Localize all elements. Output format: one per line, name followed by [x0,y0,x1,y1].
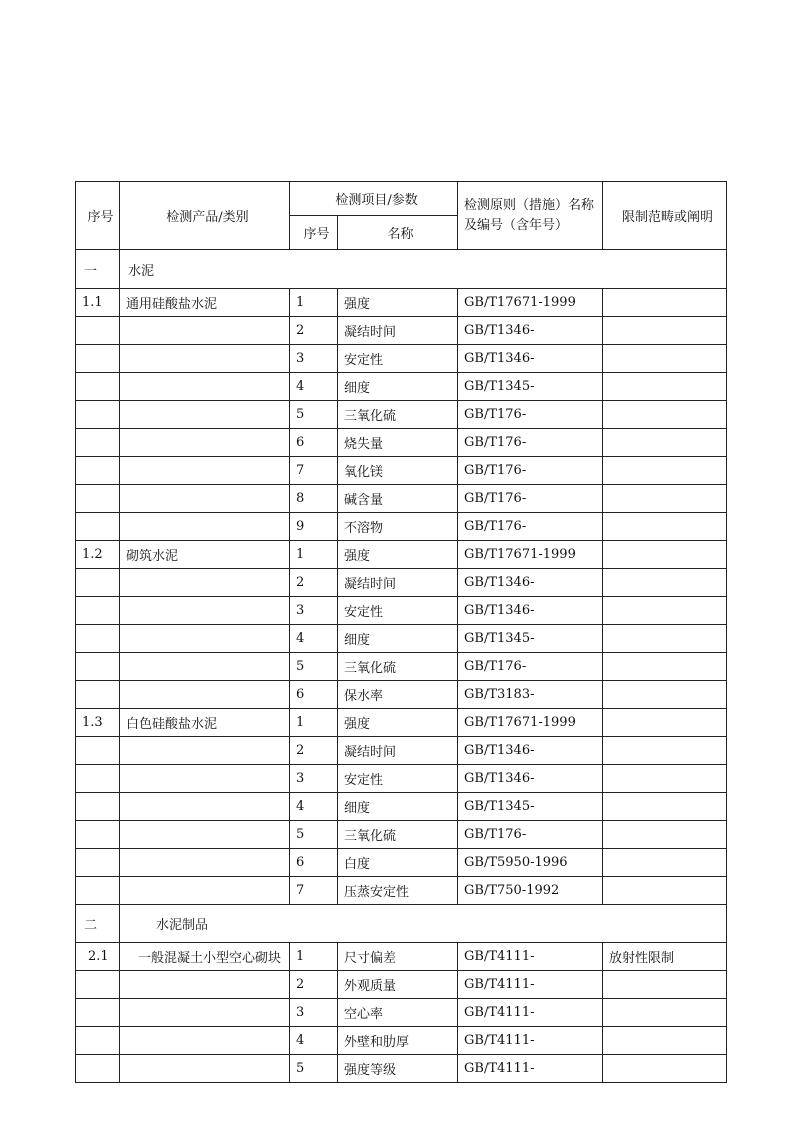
row-item-seq: 2 [290,971,338,999]
row-product [120,373,290,401]
table-row [76,513,727,541]
row-product [120,401,290,429]
row-scope [603,849,727,877]
table-row [76,877,727,905]
row-item-name: 细度 [338,793,458,821]
section-number: 一 [76,250,120,289]
table-row [76,1055,727,1083]
row-scope [603,541,727,569]
row-item-seq: 4 [290,1027,338,1055]
row-item-seq: 5 [290,1055,338,1083]
inspection-table [75,181,727,1083]
row-standard: GB/T4111- [458,943,603,971]
row-scope [603,457,727,485]
row-product [120,625,290,653]
table-row [76,999,727,1027]
row-standard: GB/T17671-1999 [458,709,603,737]
table-row [76,485,727,513]
row-seq [76,681,120,709]
row-item-seq: 1 [290,541,338,569]
row-item-name: 强度等级 [338,1055,458,1083]
row-item-name: 外观质量 [338,971,458,999]
row-scope [603,793,727,821]
row-seq [76,737,120,765]
row-product: 砌筑水泥 [120,541,290,569]
row-scope [603,485,727,513]
row-item-name: 强度 [338,289,458,317]
table-row [76,289,727,317]
row-scope [603,429,727,457]
row-item-seq: 5 [290,401,338,429]
row-item-seq: 3 [290,597,338,625]
table-body [76,182,727,1083]
row-item-seq: 1 [290,709,338,737]
header-item-name: 名称 [338,216,458,250]
section-row [76,250,727,289]
header-scope: 限制范畴或阐明 [603,182,727,250]
row-product [120,597,290,625]
row-scope [603,765,727,793]
row-seq [76,485,120,513]
row-scope [603,569,727,597]
section-title: 水泥 [120,250,727,289]
header-seq: 序号 [76,182,120,250]
row-standard: GB/T17671-1999 [458,289,603,317]
table-row [76,429,727,457]
row-product [120,345,290,373]
row-scope [603,737,727,765]
row-scope [603,625,727,653]
row-standard: GB/T176- [458,485,603,513]
row-product: 通用硅酸盐水泥 [120,289,290,317]
row-item-name: 压蒸安定性 [338,877,458,905]
table-row [76,541,727,569]
row-seq: 1.1 [76,289,120,317]
row-standard: GB/T4111- [458,1027,603,1055]
row-item-name: 三氧化硫 [338,653,458,681]
row-seq [76,401,120,429]
table-row [76,765,727,793]
table-row [76,457,727,485]
row-product [120,317,290,345]
row-item-seq: 6 [290,849,338,877]
row-item-name: 安定性 [338,765,458,793]
row-product [120,429,290,457]
row-standard: GB/T1346- [458,345,603,373]
header-items-group: 检测项目/参数 [290,182,458,216]
row-item-seq: 3 [290,765,338,793]
table-row [76,569,727,597]
row-seq [76,513,120,541]
row-standard: GB/T176- [458,821,603,849]
table-row [76,737,727,765]
table-row [76,821,727,849]
row-scope [603,289,727,317]
table-row [76,597,727,625]
section-title: 水泥制品 [120,905,727,943]
row-seq [76,1055,120,1083]
row-standard: GB/T1346- [458,597,603,625]
table-row [76,681,727,709]
row-scope [603,709,727,737]
row-standard: GB/T5950-1996 [458,849,603,877]
table-row [76,345,727,373]
row-seq: 1.3 [76,709,120,737]
header-product: 检测产品/类别 [120,182,290,250]
row-item-seq: 4 [290,373,338,401]
row-standard: GB/T176- [458,401,603,429]
row-product [120,971,290,999]
row-item-name: 氧化镁 [338,457,458,485]
table-row [76,401,727,429]
row-seq [76,765,120,793]
table-row [76,793,727,821]
table-row [76,625,727,653]
row-seq: 1.2 [76,541,120,569]
row-product [120,653,290,681]
row-scope [603,1027,727,1055]
row-item-name: 空心率 [338,999,458,1027]
row-seq [76,793,120,821]
row-item-name: 三氧化硫 [338,821,458,849]
section-number: 二 [76,905,120,943]
row-standard: GB/T1345- [458,625,603,653]
row-scope [603,971,727,999]
header-row [76,182,727,216]
row-product [120,513,290,541]
row-standard: GB/T3183- [458,681,603,709]
row-scope [603,597,727,625]
table-row [76,1027,727,1055]
row-seq [76,569,120,597]
row-item-seq: 7 [290,877,338,905]
row-scope [603,373,727,401]
row-standard: GB/T1345- [458,373,603,401]
row-item-name: 凝结时间 [338,317,458,345]
row-scope [603,681,727,709]
row-standard: GB/T1346- [458,569,603,597]
table-row [76,653,727,681]
row-seq [76,821,120,849]
row-standard: GB/T750-1992 [458,877,603,905]
row-item-seq: 3 [290,345,338,373]
row-standard: GB/T1346- [458,737,603,765]
table-row [76,971,727,999]
row-standard: GB/T4111- [458,999,603,1027]
row-product [120,877,290,905]
row-standard: GB/T17671-1999 [458,541,603,569]
row-item-seq: 3 [290,999,338,1027]
row-seq [76,971,120,999]
row-item-seq: 7 [290,457,338,485]
row-item-name: 烧失量 [338,429,458,457]
row-scope [603,821,727,849]
row-item-name: 安定性 [338,345,458,373]
row-scope [603,401,727,429]
row-item-name: 细度 [338,373,458,401]
row-seq [76,373,120,401]
row-product [120,849,290,877]
row-item-name: 不溶物 [338,513,458,541]
row-item-name: 细度 [338,625,458,653]
row-scope: 放射性限制 [603,943,727,971]
row-item-seq: 2 [290,569,338,597]
row-item-seq: 1 [290,943,338,971]
row-scope [603,653,727,681]
row-product [120,569,290,597]
table-row [76,943,727,971]
row-product [120,793,290,821]
row-scope [603,877,727,905]
row-scope [603,513,727,541]
row-seq [76,1027,120,1055]
row-standard: GB/T1345- [458,793,603,821]
row-product [120,765,290,793]
row-standard: GB/T176- [458,429,603,457]
header-item-seq: 序号 [290,216,338,250]
row-item-seq: 6 [290,681,338,709]
row-seq [76,317,120,345]
row-item-name: 强度 [338,709,458,737]
row-item-name: 外壁和肋厚 [338,1027,458,1055]
row-item-name: 强度 [338,541,458,569]
row-standard: GB/T1346- [458,317,603,345]
row-seq [76,345,120,373]
row-item-seq: 4 [290,625,338,653]
row-item-name: 凝结时间 [338,737,458,765]
row-item-name: 碱含量 [338,485,458,513]
row-standard: GB/T1346- [458,765,603,793]
row-item-seq: 5 [290,653,338,681]
row-item-name: 安定性 [338,597,458,625]
row-scope [603,317,727,345]
row-scope [603,999,727,1027]
row-item-seq: 2 [290,737,338,765]
row-standard: GB/T4111- [458,1055,603,1083]
table-row [76,849,727,877]
row-standard: GB/T176- [458,457,603,485]
row-seq [76,429,120,457]
row-item-name: 白度 [338,849,458,877]
row-product [120,999,290,1027]
header-standard: 检测原则（措施）名称及编号（含年号） [458,182,603,250]
row-seq [76,597,120,625]
row-product: 白色硅酸盐水泥 [120,709,290,737]
row-seq [76,653,120,681]
row-product [120,821,290,849]
row-seq: 2.1 [76,943,120,971]
row-product [120,485,290,513]
row-item-seq: 9 [290,513,338,541]
row-item-name: 三氧化硫 [338,401,458,429]
row-item-seq: 6 [290,429,338,457]
table-row [76,373,727,401]
row-product [120,681,290,709]
row-seq [76,849,120,877]
row-item-seq: 4 [290,793,338,821]
table-row [76,709,727,737]
row-item-seq: 1 [290,289,338,317]
row-scope [603,345,727,373]
row-item-seq: 2 [290,317,338,345]
row-product [120,457,290,485]
section-row [76,905,727,943]
row-product: 一般混凝土小型空心砌块 [120,943,290,971]
row-item-name: 保水率 [338,681,458,709]
row-item-seq: 8 [290,485,338,513]
row-product [120,1027,290,1055]
row-seq [76,877,120,905]
row-seq [76,999,120,1027]
row-product [120,1055,290,1083]
row-standard: GB/T4111- [458,971,603,999]
table-row [76,317,727,345]
row-item-name: 尺寸偏差 [338,943,458,971]
row-item-seq: 5 [290,821,338,849]
row-item-name: 凝结时间 [338,569,458,597]
row-seq [76,457,120,485]
row-standard: GB/T176- [458,653,603,681]
row-standard: GB/T176- [458,513,603,541]
row-scope [603,1055,727,1083]
row-product [120,737,290,765]
row-seq [76,625,120,653]
